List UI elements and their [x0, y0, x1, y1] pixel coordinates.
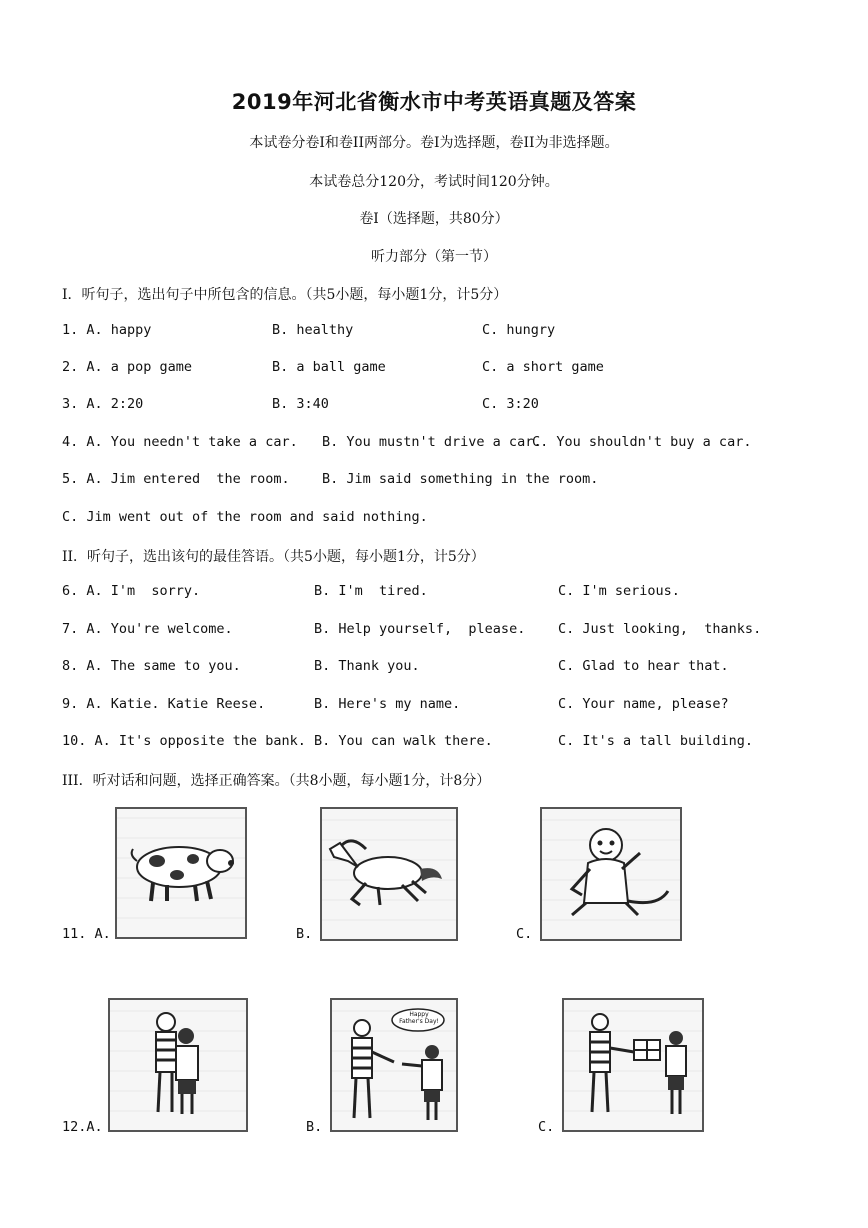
q4-option-b: B. You mustn't drive a car.: [322, 434, 542, 450]
q2-option-c: C. a short game: [482, 359, 604, 375]
q5-option-b: B. Jim said something in the room.: [322, 471, 599, 487]
q7-option-a: 7. A. You're welcome.: [62, 621, 233, 637]
q6-option-b: B. I'm tired.: [314, 583, 428, 599]
q10-option-a: 10. A. It's opposite the bank.: [62, 733, 306, 749]
section-title: 卷Ⅰ（选择题，共80分）: [359, 211, 509, 227]
q7-option-b: B. Help yourself, please.: [314, 621, 526, 637]
q11-label-a: 11. A.: [62, 926, 111, 942]
q11-label-b: B.: [296, 926, 313, 942]
section-3-heading: III．听对话和问题，选择正确答案。（共8小题，每小题1分，计8分）: [62, 773, 491, 789]
q7-option-c: C. Just looking, thanks.: [558, 621, 762, 637]
q3-option-b: B. 3:40: [272, 396, 329, 412]
monkey-icon: [542, 809, 680, 939]
father-son-hug-icon: [110, 1000, 246, 1130]
q9-option-c: C. Your name, please?: [558, 696, 729, 712]
q10-option-b: B. You can walk there.: [314, 733, 493, 749]
q4-option-c: C. You shouldn't buy a car.: [532, 434, 752, 450]
q11-label-c: C.: [516, 926, 533, 942]
horse-picture: [320, 807, 458, 941]
q1-option-c: C. hungry: [482, 322, 556, 338]
card-picture: [330, 998, 458, 1132]
q8-option-a: 8. A. The same to you.: [62, 658, 241, 674]
monkey-picture: [540, 807, 682, 941]
q5-option-c: C. Jim went out of the room and said nothing.: [62, 509, 428, 525]
q4-option-a: 4. A. You needn't take a car.: [62, 434, 298, 450]
q2-option-a: 2. A. a pop game: [62, 359, 193, 375]
q3-option-a: 3. A. 2:20: [62, 396, 144, 412]
gift-picture: [562, 998, 704, 1132]
hug-picture: [108, 998, 248, 1132]
pig-icon: [117, 809, 245, 937]
q1-option-a: 1. A. happy: [62, 322, 152, 338]
card-greeting-line-1: Happy: [409, 1011, 429, 1018]
q2-option-b: B. a ball game: [272, 359, 386, 375]
q1-option-b: B. healthy: [272, 322, 354, 338]
father-son-gift-icon: [564, 1000, 702, 1130]
q12-label-b: B.: [306, 1119, 323, 1135]
q3-option-c: C. 3:20: [482, 396, 539, 412]
q9-option-b: B. Here's my name.: [314, 696, 461, 712]
q8-option-c: C. Glad to hear that.: [558, 658, 729, 674]
q6-option-a: 6. A. I'm sorry.: [62, 583, 201, 599]
q6-option-c: C. I'm serious.: [558, 583, 680, 599]
intro-line-1: 本试卷分卷Ⅰ和卷II两部分。卷Ⅰ为选择题，卷II为非选择题。: [249, 135, 619, 151]
page-title: 2019年河北省衡水市中考英语真题及答案: [231, 90, 637, 114]
horse-icon: [322, 809, 456, 939]
q12-label-a: 12.A.: [62, 1119, 103, 1135]
q5-option-a: 5. A. Jim entered the room.: [62, 471, 290, 487]
q9-option-a: 9. A. Katie. Katie Reese.: [62, 696, 266, 712]
q10-option-c: C. It's a tall building.: [558, 733, 754, 749]
card-greeting-line-2: Father's Day!: [399, 1018, 439, 1025]
pig-picture: [115, 807, 247, 939]
q8-option-b: B. Thank you.: [314, 658, 420, 674]
section-1-heading: I．听句子，选出句子中所包含的信息。（共5小题，每小题1分，计5分）: [62, 287, 508, 303]
intro-line-2: 本试卷总分120分，考试时间120分钟。: [309, 174, 559, 190]
q12-label-c: C.: [538, 1119, 555, 1135]
section-2-heading: II．听句子，选出该句的最佳答语。（共5小题，每小题1分，计5分）: [62, 549, 485, 565]
card-greeting: [394, 1011, 444, 1025]
part-title: 听力部分（第一节）: [371, 249, 497, 265]
